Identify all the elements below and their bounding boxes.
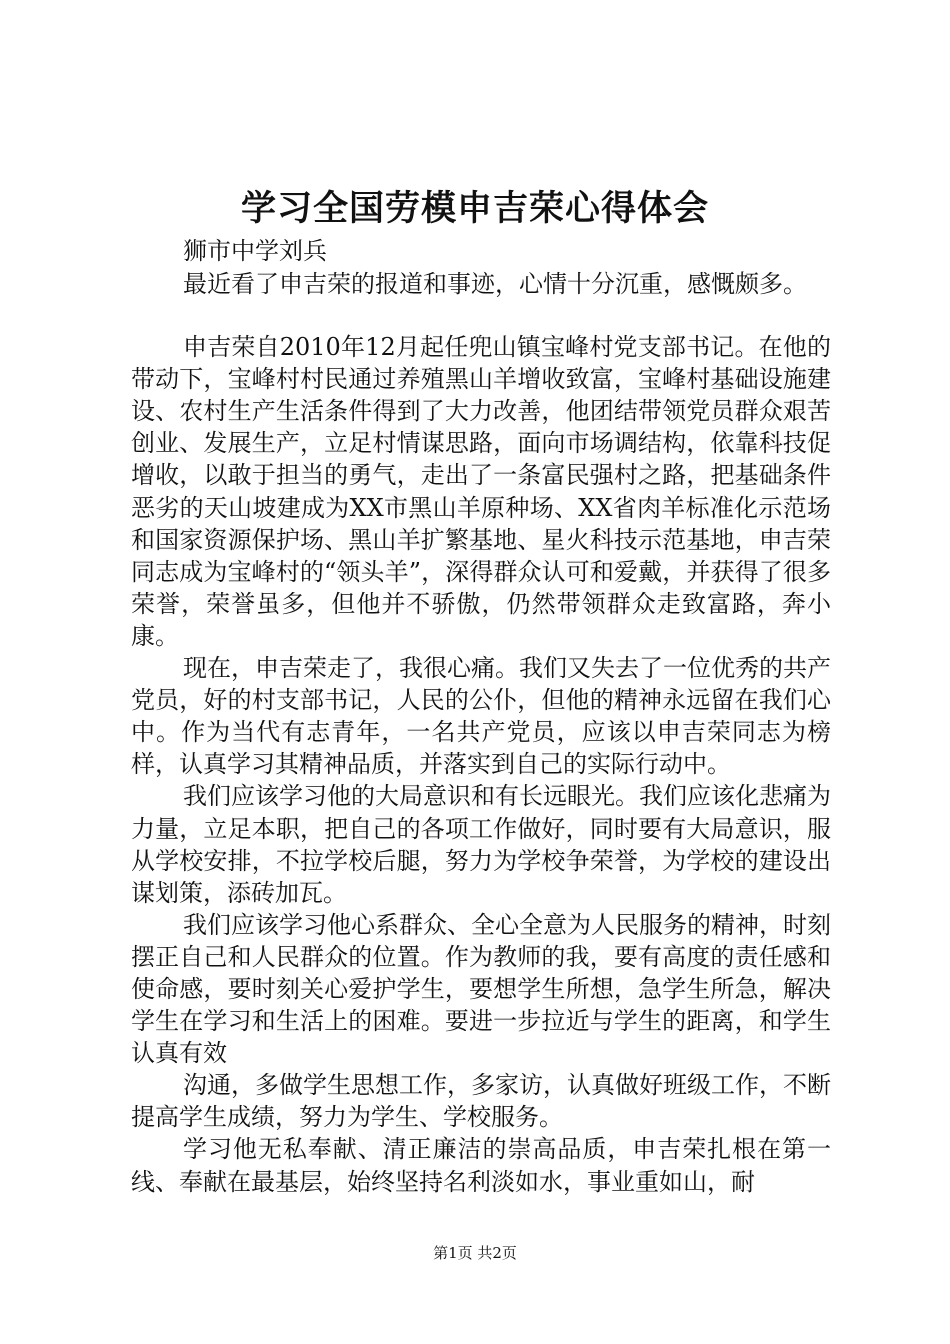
- page-number: 第1页 共2页: [433, 1244, 517, 1262]
- paragraph: 沟通，多做学生思想工作，多家访，认真做好班级工作，不断提高学生成绩，努力为学生、学校服务。: [131, 1071, 831, 1132]
- author-line: 狮市中学刘兵: [183, 237, 327, 265]
- paragraph: 最近看了申吉荣的报道和事迹，心情十分沉重，感慨颇多。: [183, 270, 807, 298]
- paragraph: 学习他无私奉献、清正廉洁的崇高品质，申吉荣扎根在第一线、奉献在最基层，始终坚持名利淡如水，事业重如山，耐: [131, 1135, 831, 1196]
- body-text: [131, 268, 831, 1198]
- paragraph: 申吉荣自2010年12月起任兜山镇宝峰村党支部书记。在他的带动下，宝峰村村民通过养殖黑山羊增收致富，宝峰村基础设施建设、农村生产生活条件得到了大力改善，他团结带领党员群众艰苦创业、发展生产，立足村情谋思路，面向市场调结构，依靠科技促增收，以敢于担当的勇气，走出了一条富民强村之路，把基础条件恶劣的天山坡建成为XX市黑山羊原种场、XX省肉羊标准化示范场和国家资源保护场、黑山羊扩繁基地、星火科技示范基地，申吉荣同志成为宝峰村的“领头羊”，深得群众认可和爱戴，并获得了很多荣誉，荣誉虽多，但他并不骄傲，仍然带领群众走致富路，奔小康。: [131, 333, 831, 650]
- paragraph: 我们应该学习他的大局意识和有长远眼光。我们应该化悲痛为力量，立足本职，把自己的各项工作做好，同时要有大局意识，服从学校安排，不拉学校后腿，努力为学校争荣誉，为学校的建设出谋划策，添砖加瓦。: [131, 782, 831, 907]
- paragraph: 现在，申吉荣走了，我很心痛。我们又失去了一位优秀的共产党员，好的村支部书记，人民的公仆，但他的精神永远留在我们心中。作为当代有志青年，一名共产党员，应该以申吉荣同志为榜样，认真学习其精神品质，并落实到自己的实际行动中。: [131, 654, 831, 779]
- document-title: 学习全国劳模申吉荣心得体会: [240, 188, 709, 229]
- paragraph: 我们应该学习他心系群众、全心全意为人民服务的精神，时刻摆正自己和人民群众的位置。作为教师的我，要有高度的责任感和使命感，要时刻关心爱护学生，要想学生所想，急学生所急，解决学生在学习和生活上的困难。要进一步拉近与学生的距离，和学生认真有效: [131, 910, 831, 1068]
